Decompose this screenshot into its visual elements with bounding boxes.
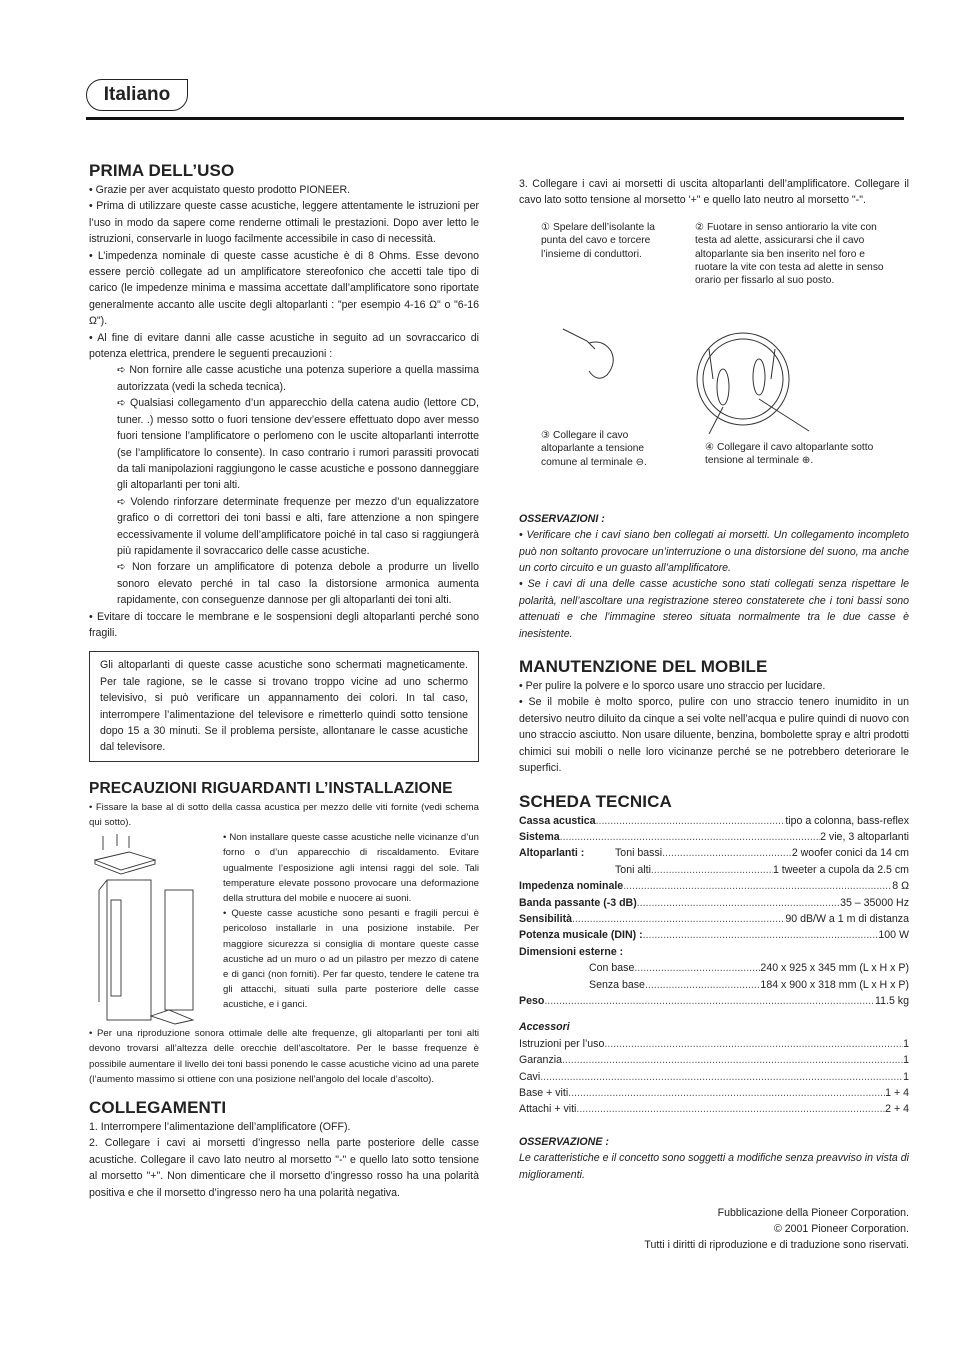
oss1-title: OSSERVAZIONI : <box>519 512 605 525</box>
spec-row: Altoparlanti : Toni bassi ..... 2 woofer conici da 14 cm <box>519 845 909 861</box>
spec-row: Senza base ..... 184 x 900 x 318 mm (L x H x P) <box>519 977 909 993</box>
prima-item-1: ➪ Non fornire alle casse acustiche una potenza superiore a quella massima autorizzata (vedi la scheda tecnica). <box>117 364 479 393</box>
oss2-title: OSSERVAZIONE : <box>519 1135 609 1148</box>
install-p1: • Fissare la base al di sotto della cassa acustica per mezzo delle viti fornite (vedi schema qui sotto). <box>89 801 479 829</box>
colleg-p2: 2. Collegare i cavi ai morsetti d’ingresso nella parte posteriore delle casse acustiche. Collegare il cavo lato neutro al morsetto "-" e quello lato sotto tensione al morsetto "+". Non dimenticare che il morsetto d’ingresso rosso ha una polarità positiva e che il morsetto d’ingresso nero ha una polarità negativa. <box>89 1137 479 1199</box>
prima-p3: • L’impedenza nominale di queste casse acustiche è di 8 Ohms. Esse devono essere perciò collegate ad un amplificatore stereofonico che accetti tale tipo di carico (le impedenze minima e massima accettate dall’amplificatore sono riportate generalmente accanto alle uscite degli altoparlanti : "per esempio 4-16 Ω" o "6-16 Ω"). <box>89 249 479 328</box>
install-title: PRECAUZIONI RIGUARDANTI L’INSTALLAZIONE <box>89 779 453 797</box>
spec-row: Peso ..... 11.5 kg <box>519 993 909 1009</box>
install-p2: • Non installare queste casse acustiche nelle vicinanze d’un forno o d’un apparecchio di riscaldamento. Evitare ugualmente l’esposizione agli intensi raggi del sole. Tali temperature elevate possono provocare una deformazione della struttura del mobile e nuocere ai suoni. <box>223 832 479 905</box>
prima-title: PRIMA DELL’USO <box>89 161 235 180</box>
acc-title: Accessori <box>519 1021 570 1034</box>
language-tab <box>86 79 188 111</box>
language-label: Italiano <box>103 84 171 105</box>
prima-item-4: ➪ Non forzare un amplificatore di potenza debole a produrre un livello sonoro elevato perché in tal caso la distorsione armonica aumenta rapidamente, con conseguenze dannose per gli altoparlanti dei toni alti. <box>117 561 479 607</box>
accessories-list <box>519 1036 909 1118</box>
speaker-base-diagram <box>89 830 215 1026</box>
acc-row: Istruzioni per l’uso ..... 1 <box>519 1036 909 1052</box>
spec-row: Dimensioni esterne : <box>519 945 624 958</box>
wiring-figure <box>519 209 909 499</box>
left-column <box>89 160 479 1201</box>
oss1-p1: • Verificare che i cavi siano ben collegati ai morsetti. Un collegamento incompleto può non soltanto provocare un’interruzione o una distorsione del suono, ma anche un corto circuito e un guasto all’amplificatore. <box>519 529 909 575</box>
specs-table <box>519 813 909 1010</box>
specs-title: SCHEDA TECNICA <box>519 791 672 811</box>
acc-row: Garanzia ..... 1 <box>519 1052 909 1068</box>
spec-row: Sensibilità ..... 90 dB/W a 1 m di distanza <box>519 911 909 927</box>
box-text: Gli altoparlanti di queste casse acustiche sono schermati magneticamente. Per tale ragione, se le casse si trovano troppo vicine ad uno schermo televisivo, si può verificare un appannamento dei colori. In tal caso, interrompere l’alimentazione del televisore e rimetterlo quindi sotto tensione dopo 15 a 30 minuti. Se il problema persiste, allontanare le casse acustiche dal televisore. <box>100 659 468 754</box>
spec-row: Sistema ..... 2 vie, 3 altoparlanti <box>519 829 909 845</box>
prima-p2: • Prima di utilizzare queste casse acustiche, leggere attentamente le istruzioni per l’uso in modo da sapere come renderne ottimali le prestazioni. Dopo aver letto le istruzioni, conservarle in luogo facilmente accessibile in caso di necessità. <box>89 200 479 246</box>
fig-step-1: ① Spelare dell’isolante la punta del cavo e torcere l’insieme di conduttori. <box>541 221 655 260</box>
colleg-p1: 1. Interrompere l’alimentazione dell’amplificatore (OFF). <box>89 1121 351 1134</box>
spec-row: Banda passante (-3 dB) ..... 35 – 35000 Hz <box>519 895 909 911</box>
acc-row: Attachi + viti ..... 2 + 4 <box>519 1101 909 1117</box>
footer-line-3: Tutti i diritti di riproduzione e di traduzione sono riservati. <box>644 1239 909 1252</box>
colleg-title: COLLEGAMENTI <box>89 1098 227 1118</box>
acc-row: Base + viti ..... 1 + 4 <box>519 1085 909 1101</box>
prima-p5: • Evitare di toccare le membrane e le sospensioni degli altoparlanti perché sono fragili. <box>89 610 479 639</box>
right-column <box>519 176 909 1253</box>
spec-row: Con base ..... 240 x 925 x 345 mm (L x H x P) <box>519 960 909 976</box>
prima-p4: • Al fine di evitare danni alle casse acustiche in seguito ad un sovraccarico di potenza elettrica, prendere le seguenti precauzioni : <box>89 331 479 361</box>
install-p3: • Queste casse acustiche sono pesanti e fragili percui è pericoloso installarle in una posizione instabile. Per maggiore sicurezza si consiglia di montare queste casse acustiche ad un muro o ad un pilastro per mezzo di catene e di ganci (non forniti). Per far questo, tendere le catene tra gli attacchi, situati sulla parte posteriore delle casse acustiche, e i ganci. <box>223 908 479 1011</box>
wiring-diagram <box>559 319 859 434</box>
top-rule <box>86 117 904 120</box>
manut-p2: • Se il mobile è molto sporco, pulire con uno straccio tenero inumidito in un detersivo neutro diluito da cinque a sei volte nell’acqua e pulire quindi di nuovo con uno straccio asciutto. Non usare diluente, benzina, bombolette spray e altri prodotti chimici sui mobili o nelle loro vicinanze perché se ne potrebbero deteriorare le superfici. <box>519 696 909 775</box>
footer-line-2: © 2001 Pioneer Corporation. <box>773 1223 909 1236</box>
fig-step-2: ② Fuotare in senso antiorario la vite con testa ad alette, assicurarsi che il cavo altoparlante sia ben inserito nel foro e ruotare la vite con testa ad alette in senso orario per fissarlo al suo posto. <box>695 221 884 287</box>
fig-step-4: ④ Collegare il cavo altoparlante sotto tensione al terminale ⊕. <box>705 441 874 467</box>
install-figure-row <box>89 830 479 1026</box>
install-p4: • Per una riproduzione sonora ottimale delle alte frequenze, gli altoparlanti per toni alti devono trovarsi all’altezza delle orecchie dell’ascoltatore. Per le basse frequenze è possibile aumentare il livello dei toni bassi ponendo le casse acustiche vicino ad una parete (l’aumento massimo si ottiene con una posizione nell’angolo del locale d’ascolto). <box>89 1028 479 1085</box>
manut-title: MANUTENZIONE DEL MOBILE <box>519 657 768 677</box>
acc-row: Cavi ..... 1 <box>519 1069 909 1085</box>
fig-step-3: ③ Collegare il cavo altoparlante a tensione comune al terminale ⊖. <box>541 429 647 468</box>
footer <box>519 1205 909 1253</box>
prima-item-2: ➪ Qualsiasi collegamento d’un apparecchio della catena audio (lettore CD, tuner. .) messo sotto o fuori tensione dev’essere effettuato dopo aver messo fuori tensione l’amplificatore o perlomeno con le uscite altoparlanti interrotte (se l’amplificatore lo consente). In caso contrario i rumori parassiti provocati da tali manipolazioni raggiungono le casse acustiche e possono danneggiare gli altoparlanti per toni alti. <box>117 397 479 492</box>
spec-row: Impedenza nominale ..... 8 Ω <box>519 878 909 894</box>
prima-item-3: ➪ Volendo rinforzare determinate frequenze per mezzo d’un equalizzatore grafico o di correttori dei toni bassi e alti, fare attenzione a non spingere eccessivamente il volume dell’amplificatore poiché in tal caso si raggiungerà più rapidamente il sovraccarico delle casse acustiche. <box>117 495 479 557</box>
footer-line-1: Fubblicazione della Pioneer Corporation. <box>717 1207 909 1220</box>
spec-row: Cassa acustica ..... tipo a colonna, bass-reflex <box>519 813 909 829</box>
colleg-p3: 3. Collegare i cavi ai morsetti di uscita altoparlanti dell’amplificatore. Collegare il cavo lato sotto tensione al morsetto '+" e quello lato neutro al morsetto "-". <box>519 178 909 207</box>
magnetic-shield-note <box>89 651 479 761</box>
spec-row: Toni alti ..... 1 tweeter a cupola da 2.5 cm <box>519 862 909 878</box>
manut-p1: • Per pulire la polvere e lo sporco usare uno straccio per lucidare. <box>519 680 826 693</box>
oss1-p2: • Se i cavi di una delle casse acustiche sono stati collegati senza rispettare le polarità, nell’ascoltare una registrazione stereo constaterete che i toni bassi sono attenuati e che l’immagine stereo situata normalmente tra le due casse è inesistente. <box>519 578 909 640</box>
spec-row: Potenza musicale (DIN) : ..... 100 W <box>519 927 909 943</box>
prima-p1: • Grazie per aver acquistato questo prodotto PIONEER. <box>89 184 351 196</box>
oss2-p1: Le caratteristiche e il concetto sono soggetti a modifiche senza preavviso in vista di miglioramenti. <box>519 1152 909 1181</box>
